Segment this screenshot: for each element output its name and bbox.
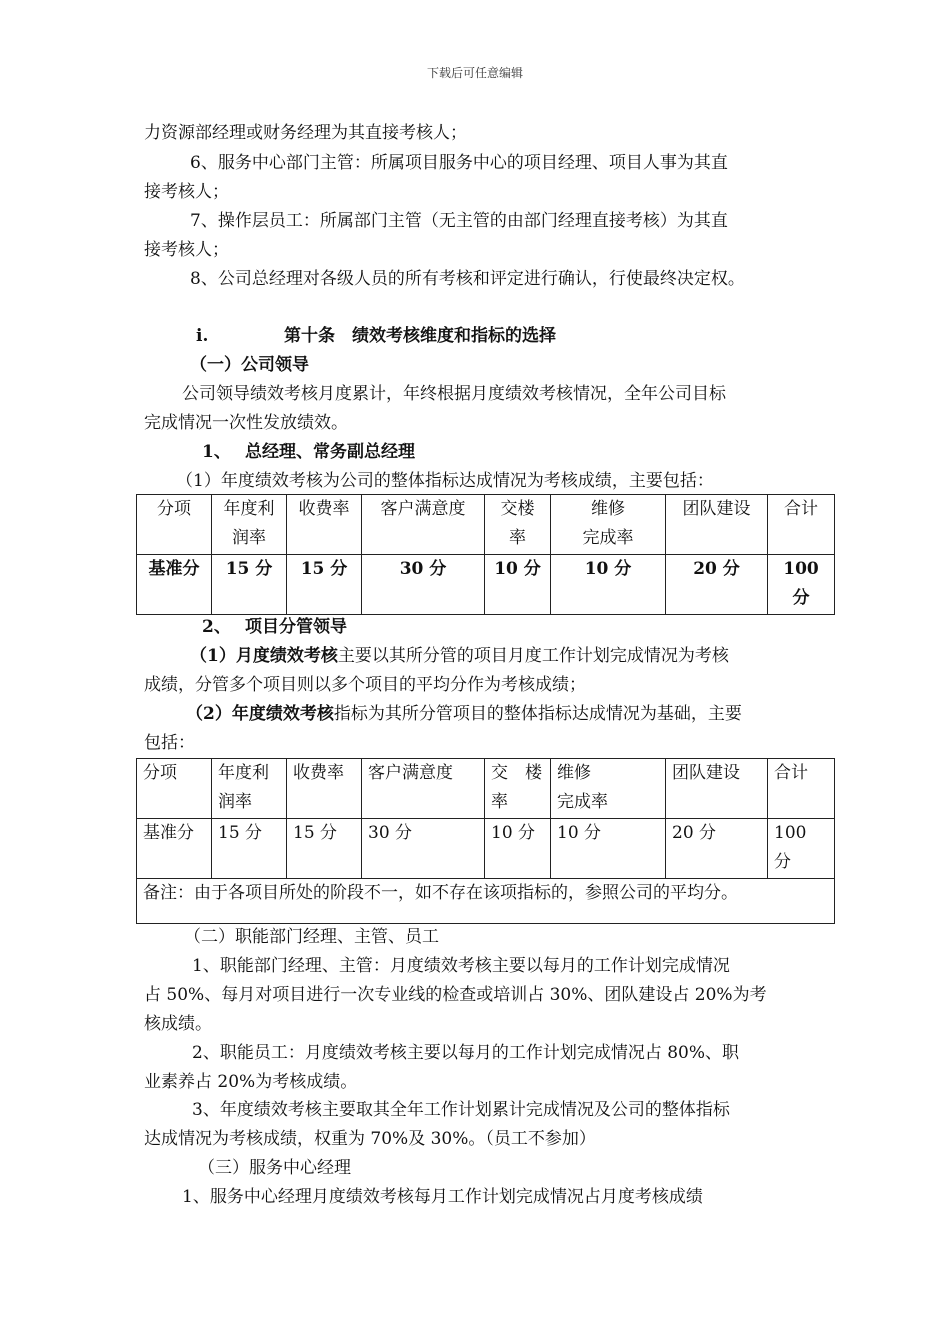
subsection-title: （三）服务中心经理: [198, 1158, 351, 1178]
page-header: 下载后可任意编辑: [426, 66, 523, 80]
paragraph-line: 7、操作层员工：所属部门主管（无主管的由部门经理直接考核）为其直: [190, 211, 728, 231]
subsection-title: （一）公司领导: [190, 355, 309, 375]
table-cell: 基准分: [137, 819, 212, 879]
table-cell: 交 楼 率: [485, 759, 551, 819]
assessment-table-2: [136, 758, 835, 924]
table-cell: 15 分: [287, 555, 362, 615]
assessment-table-1: [136, 494, 835, 615]
table-cell: 团队建设: [666, 495, 768, 555]
item-title: 总经理、常务副总经理: [245, 442, 415, 462]
table-cell: 收费率: [287, 495, 362, 555]
paragraph-line: 接考核人；: [144, 240, 229, 260]
item-number: 2、: [202, 617, 231, 637]
paragraph-line: 完成情况一次性发放绩效。: [144, 413, 348, 433]
table-header-row: [137, 495, 835, 555]
table-cell: 收费率: [287, 759, 362, 819]
table-cell: 30 分: [362, 819, 485, 879]
paragraph-line: 包括：: [144, 733, 195, 753]
table-cell: 30 分: [362, 555, 485, 615]
paragraph-line: 占 50%、每月对项目进行一次专业线的检查或培训占 30%、团队建设占 20%为考: [144, 985, 767, 1005]
paragraph-line: 3、年度绩效考核主要取其全年工作计划累计完成情况及公司的整体指标: [192, 1100, 730, 1120]
paragraph-line: 1、服务中心经理月度绩效考核每月工作计划完成情况占月度考核成绩: [182, 1187, 703, 1207]
table-cell: 15 分: [212, 819, 287, 879]
paragraph-line: 达成情况为考核成绩，权重为 70%及 30%。（员工不参加）: [144, 1129, 596, 1149]
table-cell: 基准分: [137, 555, 212, 615]
paragraph-line: 力资源部经理或财务经理为其直接考核人；: [144, 123, 467, 143]
paragraph-line: 接考核人；: [144, 182, 229, 202]
table-cell: 100 分: [768, 819, 835, 879]
paragraph-line: 成绩，分管多个项目则以多个项目的平均分作为考核成绩；: [144, 675, 586, 695]
table-cell: 15 分: [212, 555, 287, 615]
paragraph-line: （1）年度绩效考核为公司的整体指标达成情况为考核成绩，主要包括：: [176, 471, 714, 491]
table-cell: 维修 完成率: [551, 495, 666, 555]
table-cell: 10 分: [485, 555, 551, 615]
paragraph-line: 1、职能部门经理、主管：月度绩效考核主要以每月的工作计划完成情况: [192, 956, 730, 976]
table-cell: 客户满意度: [362, 759, 485, 819]
section-title: 第十条 绩效考核维度和指标的选择: [284, 326, 556, 346]
table-cell: 年度利 润率: [212, 495, 287, 555]
item-title: 项目分管领导: [245, 617, 347, 637]
table-cell: 10 分: [551, 555, 666, 615]
table-cell: 合计: [768, 759, 835, 819]
subsection-title: （二）职能部门经理、主管、员工: [184, 927, 439, 947]
item-number: 1、: [202, 442, 231, 462]
table-header-row: [137, 759, 835, 819]
table-cell: 10 分: [485, 819, 551, 879]
table-row: [137, 819, 835, 879]
table-cell: 分项: [137, 759, 212, 819]
table-cell: 15 分: [287, 819, 362, 879]
table-cell: 100 分: [768, 555, 835, 615]
table-cell: 客户满意度: [362, 495, 485, 555]
paragraph-line: （1）月度绩效考核主要以其所分管的项目月度工作计划完成情况为考核: [190, 646, 729, 666]
table-cell: 维修 完成率: [551, 759, 666, 819]
table-cell: 20 分: [666, 819, 768, 879]
table-row: [137, 555, 835, 615]
section-marker: i.: [196, 326, 209, 346]
paragraph-line: 2、职能员工：月度绩效考核主要以每月的工作计划完成情况占 80%、职: [192, 1043, 740, 1063]
paragraph-line: （2）年度绩效考核指标为其所分管项目的整体指标达成情况为基础，主要: [186, 704, 742, 724]
table-cell: 年度利 润率: [212, 759, 287, 819]
paragraph-line: 业素养占 20%为考核成绩。: [144, 1072, 358, 1092]
table-note: 备注：由于各项目所处的阶段不一，如不存在该项指标的，参照公司的平均分。: [137, 879, 835, 924]
table-cell: 合计: [768, 495, 835, 555]
table-note-row: [137, 879, 835, 924]
table-cell: 交楼 率: [485, 495, 551, 555]
paragraph-line: 核成绩。: [144, 1014, 212, 1034]
table-cell: 团队建设: [666, 759, 768, 819]
paragraph-line: 公司领导绩效考核月度累计，年终根据月度绩效考核情况，全年公司目标: [182, 384, 726, 404]
table-cell: 分项: [137, 495, 212, 555]
table-cell: 20 分: [666, 555, 768, 615]
paragraph-line: 6、服务中心部门主管：所属项目服务中心的项目经理、项目人事为其直: [190, 153, 728, 173]
table-cell: 10 分: [551, 819, 666, 879]
paragraph-line: 8、公司总经理对各级人员的所有考核和评定进行确认，行使最终决定权。: [190, 269, 745, 289]
